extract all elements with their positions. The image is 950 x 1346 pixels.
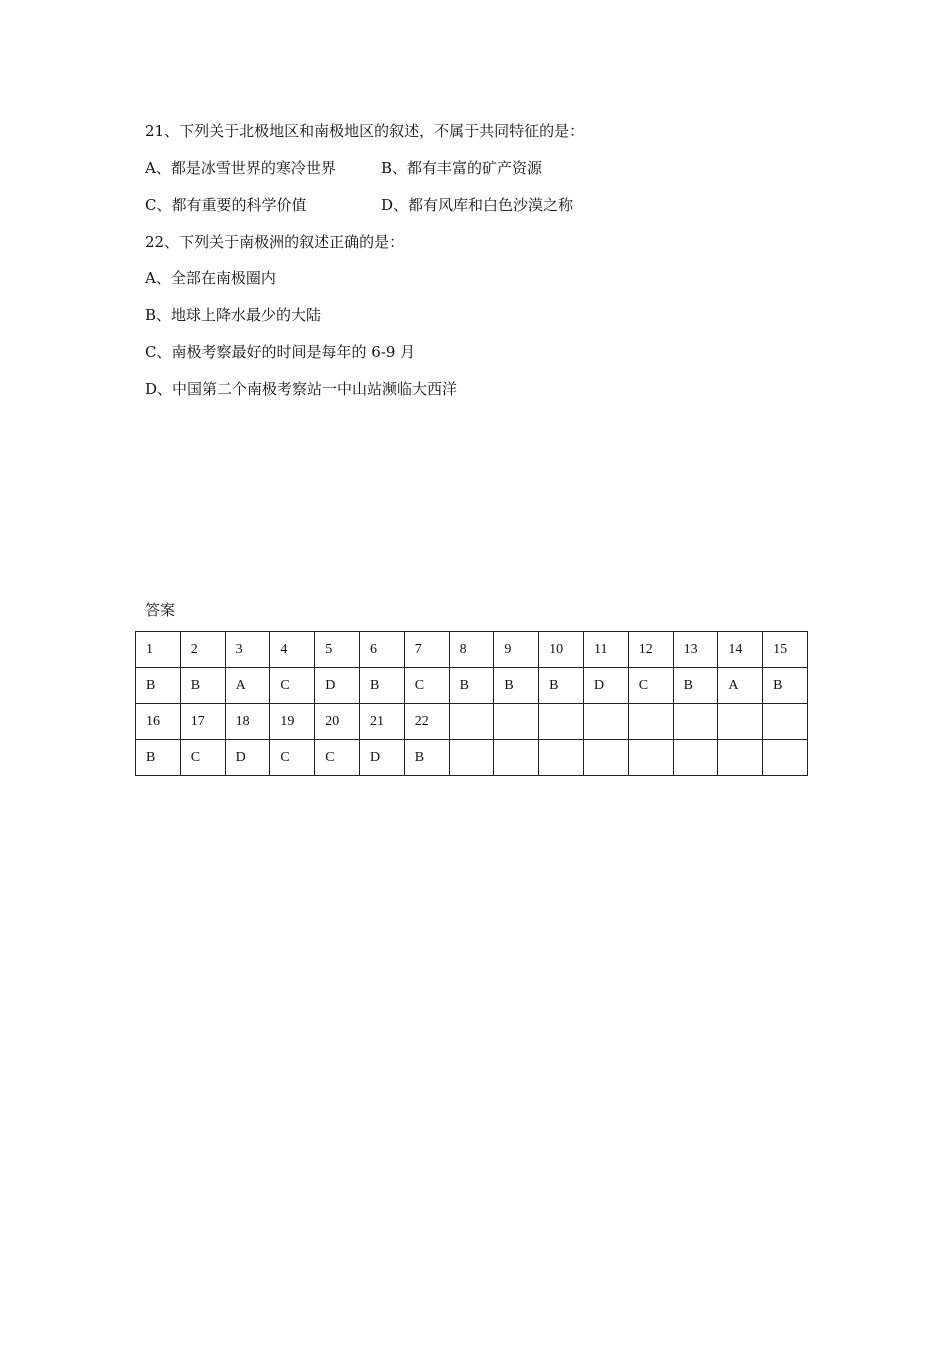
answer-cell xyxy=(673,740,718,776)
answer-cell: B xyxy=(494,668,539,704)
table-row xyxy=(136,704,808,740)
answer-cell: B xyxy=(763,668,808,704)
answer-cell: A xyxy=(718,668,763,704)
question-21-option-a: A、都是冰雪世界的寒冷世界 xyxy=(145,159,336,177)
question-number-cell: 8 xyxy=(449,632,494,668)
answer-cell xyxy=(718,740,763,776)
question-number-cell xyxy=(583,704,628,740)
answer-cell: C xyxy=(270,668,315,704)
question-number-cell: 16 xyxy=(136,704,181,740)
answer-cell: D xyxy=(583,668,628,704)
question-number-cell: 17 xyxy=(180,704,225,740)
question-number-cell xyxy=(449,704,494,740)
question-number-cell: 10 xyxy=(539,632,584,668)
answer-cell: C xyxy=(404,668,449,704)
question-number-cell: 15 xyxy=(763,632,808,668)
question-21-stem: 21、下列关于北极地区和南极地区的叙述，不属于共同特征的是： xyxy=(145,122,585,140)
question-number-cell xyxy=(673,704,718,740)
answer-section-title: 答案 xyxy=(145,601,176,619)
answer-cell xyxy=(539,740,584,776)
answer-cell xyxy=(494,740,539,776)
answer-cell: B xyxy=(359,668,404,704)
question-number-cell: 5 xyxy=(315,632,360,668)
question-number-cell xyxy=(763,704,808,740)
question-22-option-a: A、全部在南极圈内 xyxy=(145,269,276,287)
question-number-cell: 11 xyxy=(583,632,628,668)
question-number-cell xyxy=(718,704,763,740)
table-row xyxy=(136,740,808,776)
question-number-cell: 22 xyxy=(404,704,449,740)
answer-cell xyxy=(628,740,673,776)
question-21-option-d: D、都有风库和白色沙漠之称 xyxy=(381,196,574,214)
answer-cell: D xyxy=(315,668,360,704)
answer-cell: B xyxy=(136,740,181,776)
question-22-option-c: C、南极考察最好的时间是每年的 6-9 月 xyxy=(145,343,416,361)
question-number-cell: 18 xyxy=(225,704,270,740)
question-number-cell: 20 xyxy=(315,704,360,740)
question-number-cell xyxy=(539,704,584,740)
answer-cell: C xyxy=(315,740,360,776)
question-number-cell: 7 xyxy=(404,632,449,668)
answer-cell: C xyxy=(628,668,673,704)
question-number-cell: 14 xyxy=(718,632,763,668)
answer-cell: A xyxy=(225,668,270,704)
table-row xyxy=(136,668,808,704)
answer-cell: B xyxy=(449,668,494,704)
answer-cell: B xyxy=(180,668,225,704)
question-number-cell: 3 xyxy=(225,632,270,668)
question-21-option-b: B、都有丰富的矿产资源 xyxy=(381,159,543,177)
question-number-cell: 4 xyxy=(270,632,315,668)
question-number-cell: 21 xyxy=(359,704,404,740)
question-number-cell: 13 xyxy=(673,632,718,668)
answer-cell: D xyxy=(359,740,404,776)
question-number-cell: 19 xyxy=(270,704,315,740)
question-number-cell xyxy=(494,704,539,740)
question-22-option-d: D、中国第二个南极考察站一中山站濒临大西洋 xyxy=(145,380,458,398)
answer-cell xyxy=(583,740,628,776)
answer-cell xyxy=(449,740,494,776)
answer-cell xyxy=(763,740,808,776)
answer-cell: D xyxy=(225,740,270,776)
question-number-cell: 12 xyxy=(628,632,673,668)
answer-table xyxy=(135,631,808,776)
answer-cell: B xyxy=(404,740,449,776)
answer-cell: B xyxy=(136,668,181,704)
answer-cell: C xyxy=(180,740,225,776)
question-number-cell: 6 xyxy=(359,632,404,668)
table-row xyxy=(136,632,808,668)
answer-cell: B xyxy=(539,668,584,704)
answer-cell: C xyxy=(270,740,315,776)
question-22-option-b: B、地球上降水最少的大陆 xyxy=(145,306,322,324)
answer-cell: B xyxy=(673,668,718,704)
question-number-cell: 2 xyxy=(180,632,225,668)
question-21-option-c: C、都有重要的科学价值 xyxy=(145,196,307,214)
question-22-stem: 22、下列关于南极洲的叙述正确的是： xyxy=(145,233,405,251)
question-number-cell: 9 xyxy=(494,632,539,668)
question-number-cell: 1 xyxy=(136,632,181,668)
question-number-cell xyxy=(628,704,673,740)
